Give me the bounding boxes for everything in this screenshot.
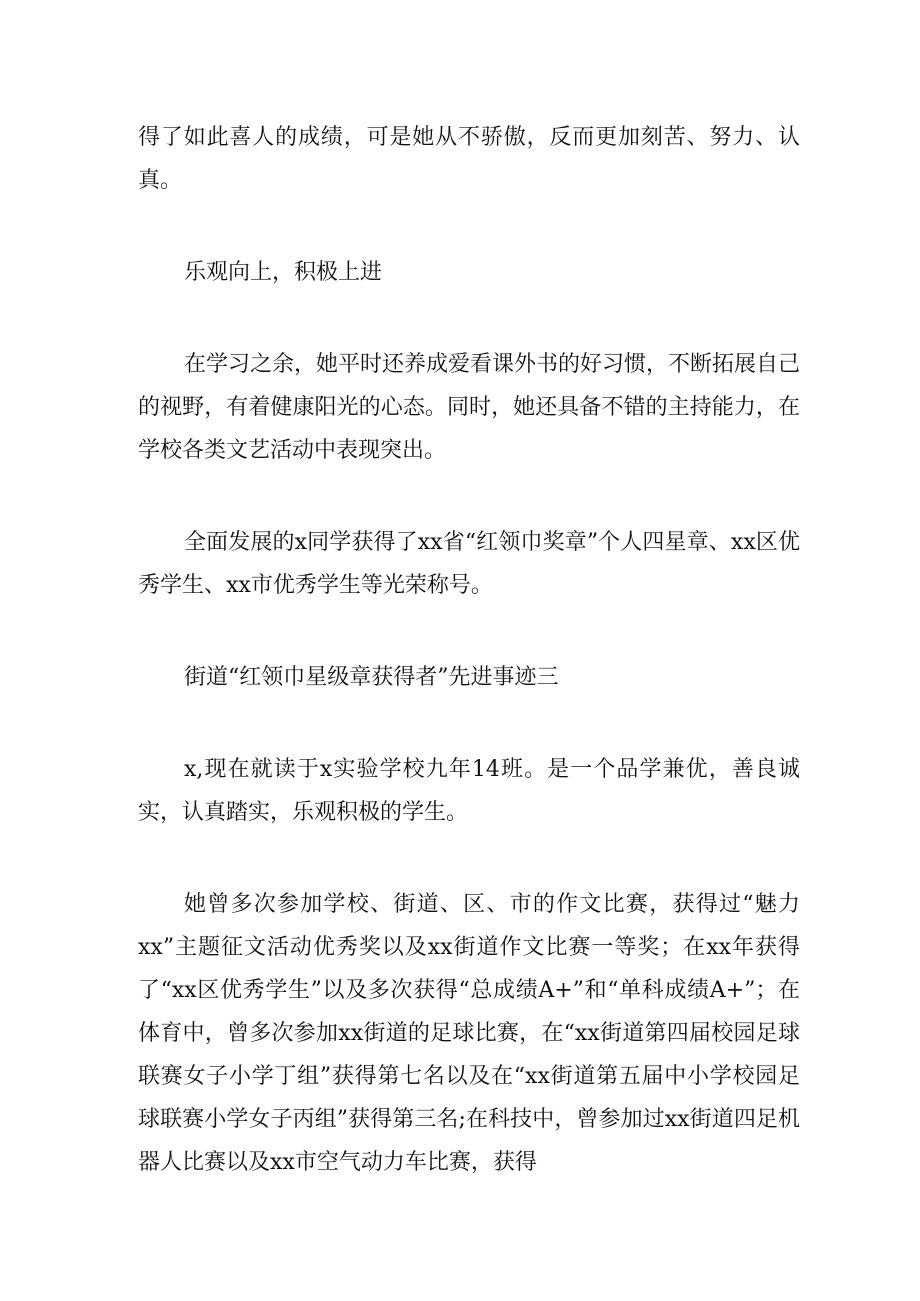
paragraph: 她曾多次参加学校、街道、区、市的作文比赛，获得过“魅力xx”主题征文活动优秀奖以及xx街道作文比赛一等奖；在xx年获得了“xx区优秀学生”以及多次获得“总成绩A+”和“单科成绩A+”；在体育中，曾多次参加xx街道的足球比赛，在“xx街道第四届校园足球联赛女子小学丁组”获得第七名以及在“xx街道第五届中小学校园足球联赛小学女子丙组”获得第三名;在科技中，曾参加过xx街道四足机器人比赛以及xx市空气动力车比赛，获得: [138, 892, 800, 1175]
paragraph: 在学习之余，她平时还养成爱看课外书的好习惯，不断拓展自己的视野，有着健康阳光的心态。同时，她还具备不错的主持能力，在学校各类文艺活动中表现突出。: [138, 352, 801, 463]
section-heading: 乐观向上，积极上进: [184, 260, 383, 285]
paragraph: x,现在就读于x实验学校九年14班。是一个品学兼优，善良诚实，认真踏实，乐观积极的学生。: [138, 757, 800, 825]
document-body: [138, 116, 800, 1233]
paragraph: 全面发展的x同学获得了xx省“红领巾奖章”个人四星章、xx区优秀学生、xx市优秀学生等光荣称号。: [138, 530, 800, 598]
section-heading: 街道“红领巾星级章获得者”先进事迹三: [184, 665, 559, 690]
paragraph: 得了如此喜人的成绩，可是她从不骄傲，反而更加刻苦、努力、认真。: [138, 125, 800, 193]
